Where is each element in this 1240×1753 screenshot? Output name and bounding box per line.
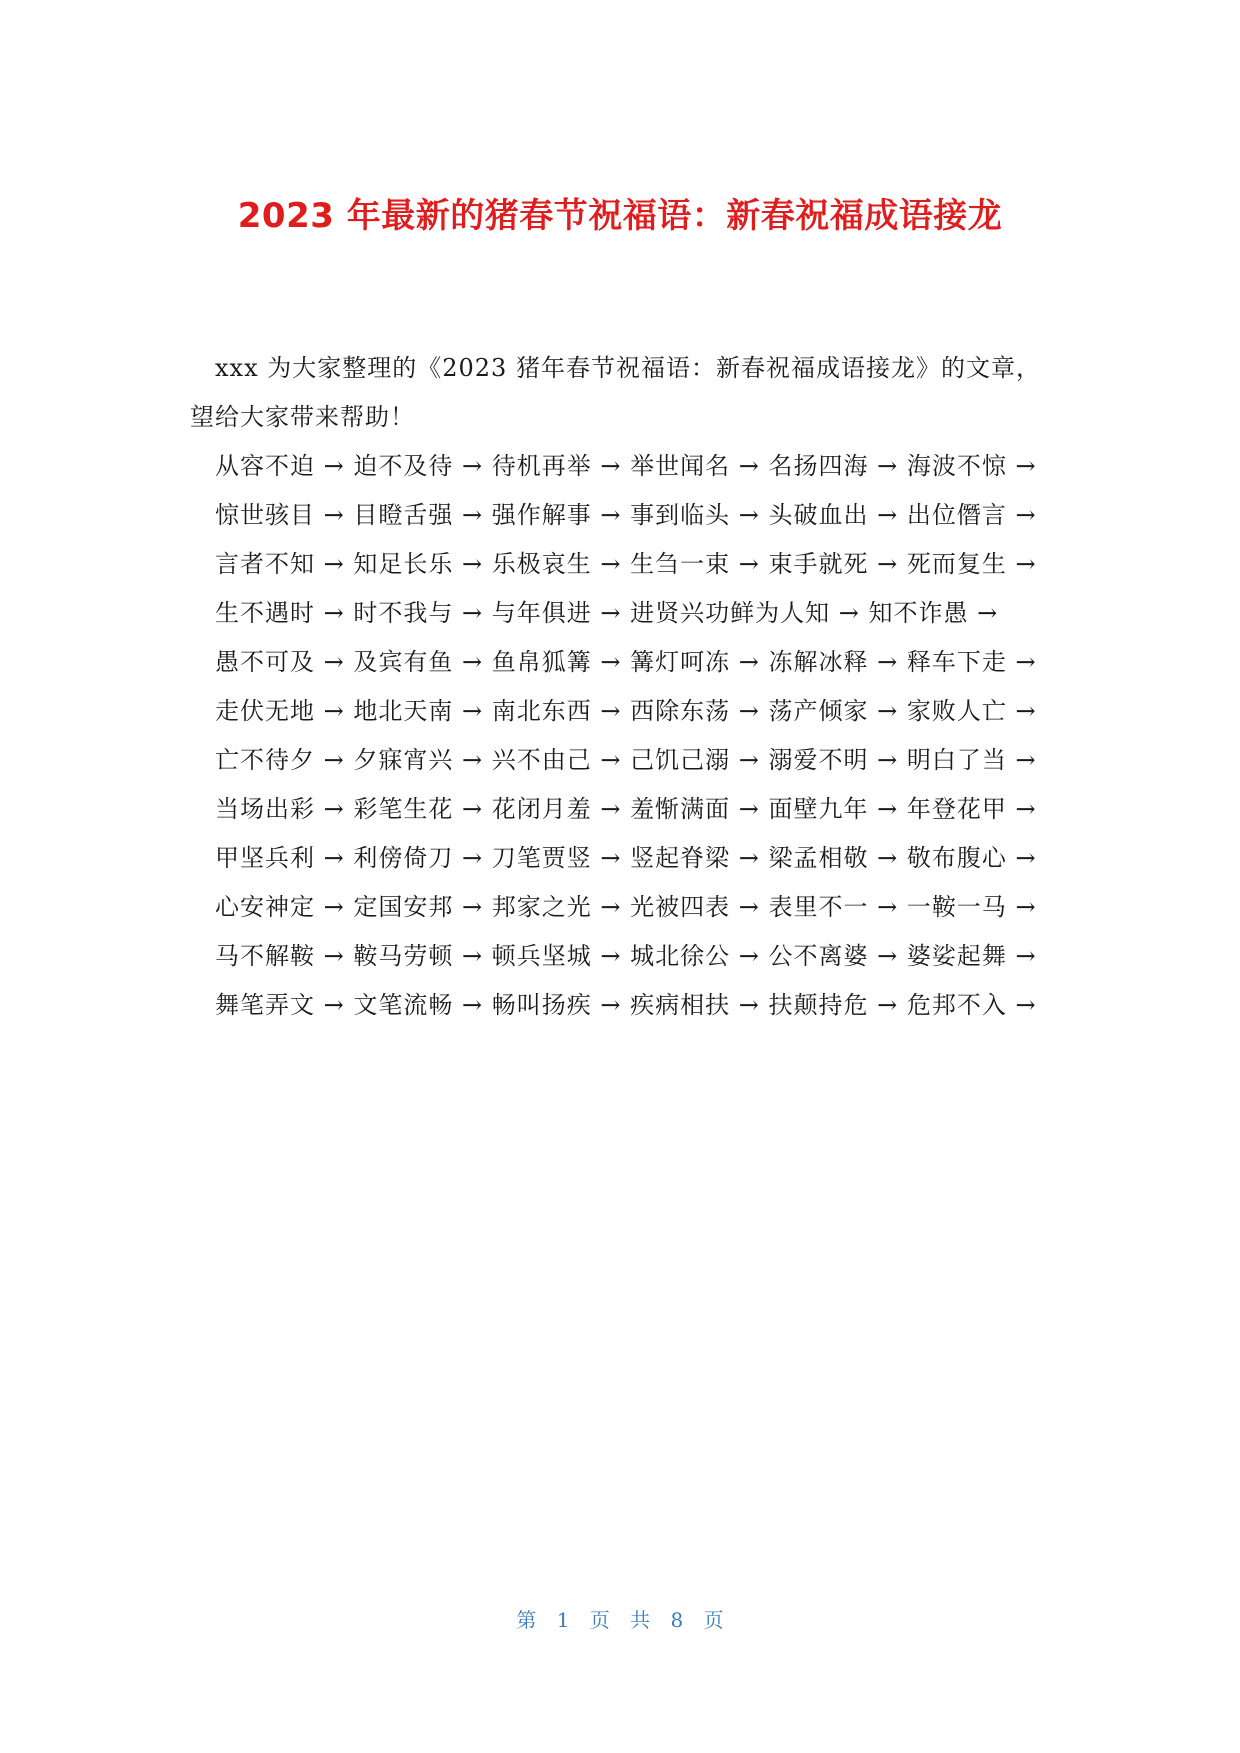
document-body: [190, 344, 1050, 1030]
idiom-chain-paragraph: 舞笔弄文 → 文笔流畅 → 畅叫扬疾 → 疾病相扶 → 扶颠持危 → 危邦不入 →: [215, 991, 1037, 1019]
idiom-chain-paragraph: 愚不可及 → 及宾有鱼 → 鱼帛狐篝 → 篝灯呵冻 → 冻解冰释 → 释车下走 →: [215, 648, 1037, 676]
page-number-footer: 第 1 页 共 8 页: [516, 1608, 724, 1632]
idiom-chain-paragraph: 马不解鞍 → 鞍马劳顿 → 顿兵坚城 → 城北徐公 → 公不离婆 → 婆娑起舞 →: [215, 942, 1037, 970]
idiom-chain-paragraph: 生不遇时 → 时不我与 → 与年俱进 → 进贤兴功鲜为人知 → 知不诈愚 →: [215, 599, 999, 627]
idiom-chain-paragraph: 从容不迫 → 迫不及待 → 待机再举 → 举世闻名 → 名扬四海 → 海波不惊 →: [215, 452, 1037, 480]
intro-paragraph: xxx 为大家整理的《2023 猪年春节祝福语：新春祝福成语接龙》的文章，望给大家带来帮助！: [190, 354, 1041, 431]
idiom-chain-paragraph: 惊世骇目 → 目瞪舌强 → 强作解事 → 事到临头 → 头破血出 → 出位僭言 →: [215, 501, 1037, 529]
idiom-chain-paragraph: 心安神定 → 定国安邦 → 邦家之光 → 光被四表 → 表里不一 → 一鞍一马 →: [215, 893, 1037, 921]
idiom-chain-paragraph: 走伏无地 → 地北天南 → 南北东西 → 西除东荡 → 荡产倾家 → 家败人亡 →: [215, 697, 1037, 725]
idiom-chain-paragraph: 甲坚兵利 → 利傍倚刀 → 刀笔贾竖 → 竖起脊梁 → 梁孟相敬 → 敬布腹心 →: [215, 844, 1037, 872]
idiom-chain-paragraph: 言者不知 → 知足长乐 → 乐极哀生 → 生刍一束 → 束手就死 → 死而复生 →: [215, 550, 1037, 578]
idiom-chain-paragraph: 亡不待夕 → 夕寐宵兴 → 兴不由己 → 己饥己溺 → 溺爱不明 → 明白了当 →: [215, 746, 1037, 774]
idiom-chain-paragraph: 当场出彩 → 彩笔生花 → 花闭月羞 → 羞惭满面 → 面壁九年 → 年登花甲 →: [215, 795, 1037, 823]
document-title: 2023 年最新的猪春节祝福语：新春祝福成语接龙: [237, 196, 1003, 236]
